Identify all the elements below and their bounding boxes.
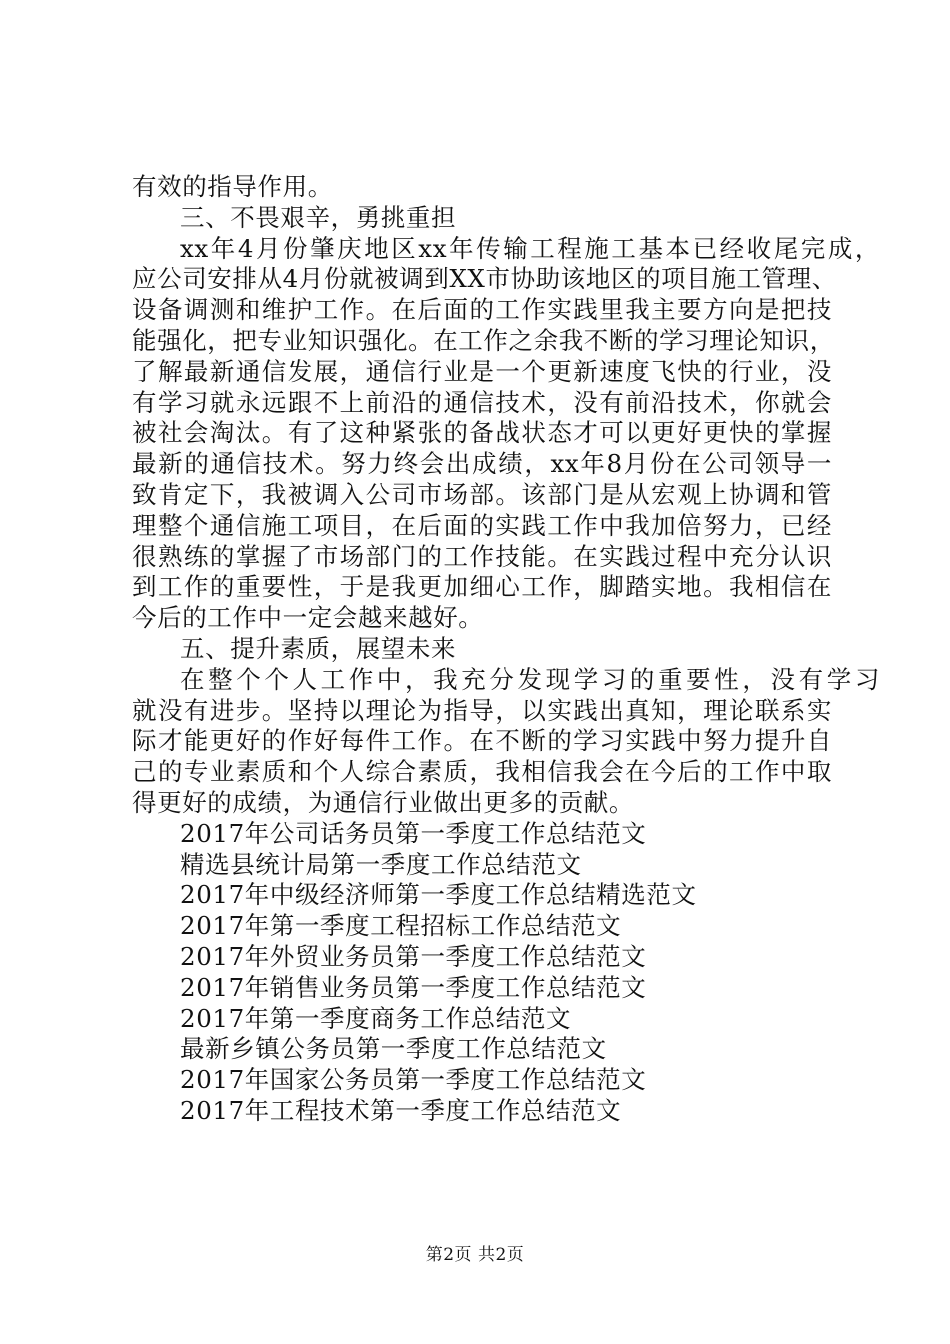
body-line: 被社会淘汰。有了这种紧张的备战状态才可以更好更快的掌握 (132, 418, 832, 448)
related-article-link[interactable]: 2017年销售业务员第一季度工作总结范文 (180, 972, 647, 1002)
related-article-link[interactable]: 精选县统计局第一季度工作总结范文 (180, 849, 582, 879)
body-line: 际才能更好的作好每件工作。在不断的学习实践中努力提升自 (132, 726, 832, 756)
body-line: 就没有进步。坚持以理论为指导，以实践出真知，理论联系实 (132, 695, 832, 725)
page-number-footer: 第2页 共2页 (425, 1245, 525, 1265)
section-heading: 三、不畏艰辛，勇挑重担 (180, 202, 457, 232)
related-article-link[interactable]: 2017年工程技术第一季度工作总结范文 (180, 1095, 622, 1125)
section-heading: 五、提升素质，展望未来 (180, 633, 457, 663)
body-line: 到工作的重要性，于是我更加细心工作，脚踏实地。我相信在 (132, 572, 832, 602)
body-line: 得更好的成绩，为通信行业做出更多的贡献。 (132, 787, 634, 817)
body-line: 最新的通信技术。努力终会出成绩，xx年8月份在公司领导一 (132, 449, 832, 479)
body-line: 应公司安排从4月份就被调到XX市协助该地区的项目施工管理、 (132, 264, 837, 294)
body-line: 设备调测和维护工作。在后面的工作实践里我主要方向是把技 (132, 295, 832, 325)
body-line: 有学习就永远跟不上前沿的通信技术，没有前沿技术，你就会 (132, 387, 832, 417)
related-article-link[interactable]: 最新乡镇公务员第一季度工作总结范文 (180, 1034, 607, 1064)
body-line: 己的专业素质和个人综合素质，我相信我会在今后的工作中取 (132, 757, 832, 787)
body-line: 致肯定下，我被调入公司市场部。该部门是从宏观上协调和管 (132, 479, 832, 509)
body-line: 能强化，把专业知识强化。在工作之余我不断的学习理论知识， (132, 325, 835, 355)
body-line: 有效的指导作用。 (132, 172, 333, 201)
related-article-link[interactable]: 2017年外贸业务员第一季度工作总结范文 (180, 941, 647, 971)
related-article-link[interactable]: 2017年第一季度商务工作总结范文 (180, 1003, 572, 1033)
related-article-link[interactable]: 2017年中级经济师第一季度工作总结精选范文 (180, 880, 697, 910)
body-line: 很熟练的掌握了市场部门的工作技能。在实践过程中充分认识 (132, 541, 832, 571)
body-line: 理整个通信施工项目，在后面的实践工作中我加倍努力，已经 (132, 510, 832, 540)
related-article-link[interactable]: 2017年公司话务员第一季度工作总结范文 (180, 818, 647, 848)
body-line: 在整个个人工作中，我充分发现学习的重要性，没有学习 (180, 664, 880, 694)
related-article-link[interactable]: 2017年国家公务员第一季度工作总结范文 (180, 1065, 647, 1095)
body-line: 了解最新通信发展，通信行业是一个更新速度飞快的行业，没 (132, 356, 832, 386)
body-line: xx年4月份肇庆地区xx年传输工程施工基本已经收尾完成， (180, 233, 880, 263)
related-article-link[interactable]: 2017年第一季度工程招标工作总结范文 (180, 911, 622, 941)
document-body (132, 172, 880, 1127)
body-line: 今后的工作中一定会越来越好。 (132, 603, 484, 633)
